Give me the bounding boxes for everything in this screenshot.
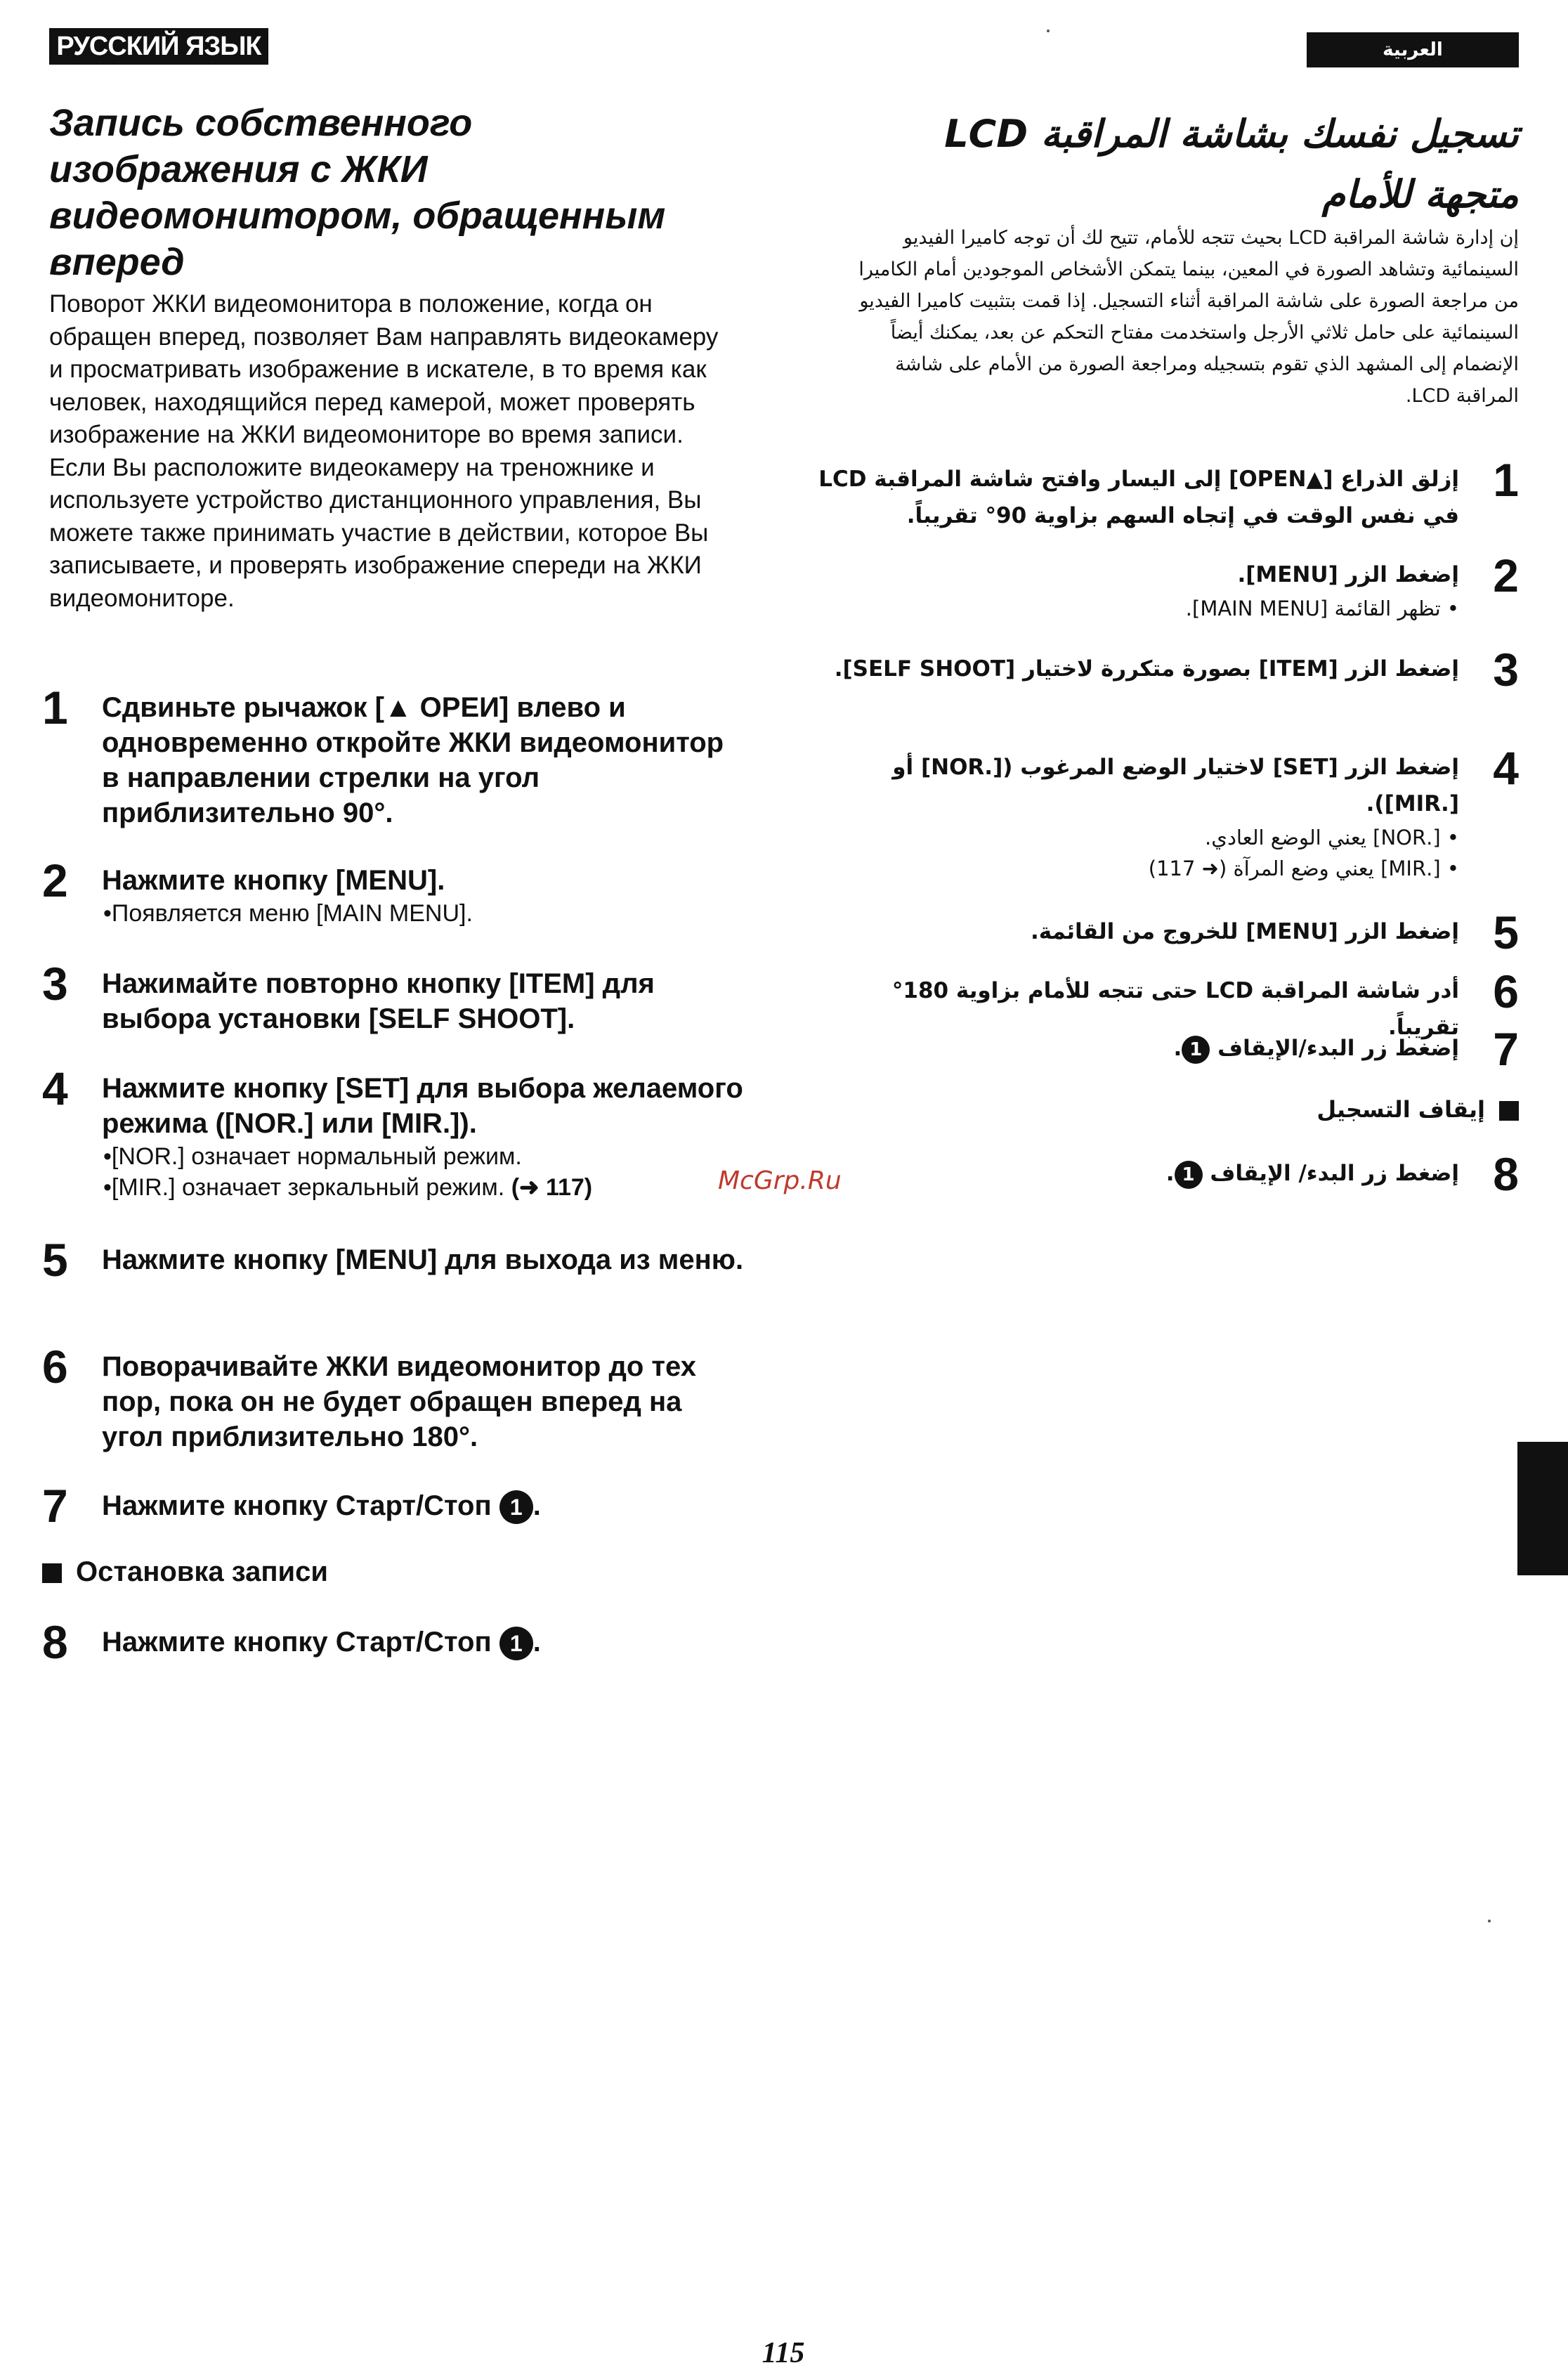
- step-number: 4: [42, 1062, 68, 1114]
- scan-speck: [1047, 30, 1050, 32]
- arabic-stop-heading-text: إيقاف التسجيل: [1317, 1096, 1485, 1123]
- step-number: 7: [1493, 1023, 1519, 1075]
- arabic-intro: إن إدارة شاشة المراقبة LCD بحيث تتجه للأمام، تتيح لك أن توجه كاميرا الفيديو السينمائية وتشاهد الصورة في المعين، بينما يتمكن الأشخاص الموجودين أمام الكاميرا من مراجعة الصورة على شاشة المراقبة أثناء التسجيل. إذا قمت بتثبيت كاميرا الفيديو السينمائية على حامل ثلاثي الأرجل واستخدمت مفتاح التحكم عن بعد، يمكنك أيضاً الإنضمام إلى المشهد الذي تقوم بتسجيله ومراجعة الصورة من الأمام على شاشة المراقبة LCD.: [858, 227, 1519, 407]
- language-label-russian: РУССКИЙ ЯЗЫК: [49, 28, 268, 65]
- arabic-step-7: [815, 1023, 1519, 1075]
- step-note-mirror-text: •[MIR.] означает зеркальный режим.: [103, 1174, 505, 1201]
- arabic-step-1: [815, 454, 1519, 534]
- step-note: • تظهر القائمة [MAIN MENU].: [1185, 597, 1459, 620]
- start-stop-button-icon: 1: [1175, 1161, 1203, 1189]
- step-number: 6: [1493, 965, 1519, 1017]
- step-number: 8: [42, 1616, 68, 1668]
- step-number: 5: [42, 1234, 68, 1286]
- step-text-row: [102, 1488, 745, 1524]
- arabic-step-8: [815, 1148, 1519, 1200]
- step-text: إضغط زر البدء/ الإيقاف: [1210, 1161, 1459, 1186]
- russian-stop-heading: [42, 1554, 328, 1589]
- arabic-step-4: [815, 742, 1519, 884]
- page-number: 115: [762, 2337, 805, 2369]
- language-label-arabic: العربية: [1307, 32, 1519, 67]
- step-number: 1: [42, 682, 68, 734]
- step-note: • [.NOR] يعني الوضع العادي.: [1205, 826, 1459, 849]
- step-end: .: [533, 1490, 541, 1521]
- step-number: 2: [1493, 549, 1519, 601]
- step-text: Нажимайте повторно кнопку [ITEM] для выбора установки [SELF SHOOT].: [102, 968, 655, 1034]
- step-text-row: [102, 1625, 745, 1660]
- step-note: •[NOR.] означает нормальный режим.: [103, 1143, 522, 1170]
- step-number: 3: [42, 958, 68, 1010]
- russian-step-7: [42, 1480, 745, 1532]
- step-note: •Появляется меню [MAIN MENU].: [103, 900, 473, 927]
- start-stop-button-icon: 1: [499, 1627, 533, 1660]
- step-number: 2: [42, 854, 68, 906]
- arabic-title: تسجيل نفسك بشاشة المراقبة LCD متجهة للأمام: [944, 112, 1519, 216]
- square-bullet-icon: [42, 1563, 62, 1583]
- step-text: Поворачивайте ЖКИ видеомонитор до тех пор, пока он не будет обращен вперед на угол приблизительно 180°.: [102, 1351, 696, 1452]
- russian-step-3: [42, 958, 745, 1036]
- russian-step-2: [42, 854, 745, 929]
- step-number: 6: [42, 1341, 68, 1393]
- step-text: Сдвиньте рычажок [▲ OPEИ] влево и одновременно откройте ЖКИ видеомонитор в направлении стрелки на угол приблизительно 90°.: [102, 692, 724, 828]
- step-note-mirror: • [.MIR] يعني وضع المرآة (➜ 117): [1148, 857, 1459, 880]
- step-text: إضغط زر البدء/الإيقاف: [1217, 1036, 1459, 1061]
- scan-speck: [1488, 1920, 1491, 1922]
- step-text: إضغط الزر [SET] لاختيار الوضع المرغوب ([.NOR] أو [.MIR]).: [892, 755, 1459, 816]
- step-text-row: [815, 1155, 1459, 1192]
- start-stop-button-icon: 1: [1182, 1036, 1210, 1064]
- arabic-stop-heading: [815, 1096, 1519, 1123]
- step-text: إضغط الزر [MENU].: [1237, 562, 1459, 587]
- step-number: 7: [42, 1480, 68, 1532]
- step-end: .: [533, 1627, 541, 1658]
- step-text-row: [815, 1030, 1459, 1067]
- step-text: إضغط الزر [ITEM] بصورة متكررة لاختيار [SELF SHOOT].: [834, 656, 1459, 682]
- step-number: 5: [1493, 906, 1519, 958]
- section-thumb-tab: [1517, 1442, 1568, 1575]
- square-bullet-icon: [1499, 1101, 1519, 1121]
- step-number: 4: [1493, 742, 1519, 794]
- watermark-link[interactable]: McGrp.Ru: [718, 1166, 842, 1195]
- step-text: Нажмите кнопку Старт/Стоп: [102, 1490, 492, 1521]
- step-text: Нажмите кнопку [SET] для выбора желаемого режима ([NOR.] или [MIR.]).: [102, 1073, 743, 1139]
- step-text: إضغط الزر [MENU] للخروج من القائمة.: [1031, 919, 1459, 944]
- step-note-mirror: [103, 1172, 745, 1203]
- russian-intro: Поворот ЖКИ видеомонитора в положение, когда он обращен вперед, позволяет Вам направлять видеокамеру и просматривать изображение в искателе, в то время как человек, находящийся перед камерой, может проверять изображение на ЖКИ видеомониторе во время записи. Если Вы расположите видеокамеру на треножнике и используете устройство дистанционного управления, Вы можете также принимать участие в действии, которое Вы записываете, и проверять изображение спереди на ЖКИ видеомониторе.: [49, 290, 719, 612]
- russian-title: Запись собственного изображения с ЖКИ видеомонитором, обращенным вперед: [49, 102, 666, 283]
- russian-stop-heading-text: Остановка записи: [76, 1556, 328, 1587]
- russian-step-6: [42, 1341, 745, 1454]
- step-number: 1: [1493, 454, 1519, 506]
- step-number: 8: [1493, 1148, 1519, 1200]
- step-text: Нажмите кнопку [MENU] для выхода из меню.: [102, 1244, 744, 1275]
- arabic-step-5: [815, 906, 1519, 958]
- step-number: 3: [1493, 644, 1519, 696]
- step-text: Нажмите кнопку [MENU].: [102, 865, 445, 896]
- step-text: أدر شاشة المراقبة LCD حتى تتجه للأمام بزاوية 180° تقريباً.: [891, 978, 1459, 1040]
- step-end: .: [1165, 1161, 1175, 1186]
- step-text: إزلق الذراع [▲OPEN] إلى اليسار وافتح شاشة المراقبة LCD في نفس الوقت في إتجاه السهم بزاوية 90° تقريباً.: [818, 467, 1459, 528]
- russian-step-5: [42, 1234, 745, 1286]
- russian-step-8: [42, 1616, 745, 1668]
- russian-step-4: [42, 1062, 745, 1203]
- step-end: .: [1173, 1036, 1182, 1061]
- step-text: Нажмите кнопку Старт/Стоп: [102, 1627, 492, 1658]
- arabic-step-2: [815, 549, 1519, 624]
- arabic-step-3: [815, 644, 1519, 696]
- start-stop-button-icon: 1: [499, 1490, 533, 1524]
- page-reference: (➜ 117): [511, 1174, 593, 1201]
- russian-step-1: [42, 682, 745, 831]
